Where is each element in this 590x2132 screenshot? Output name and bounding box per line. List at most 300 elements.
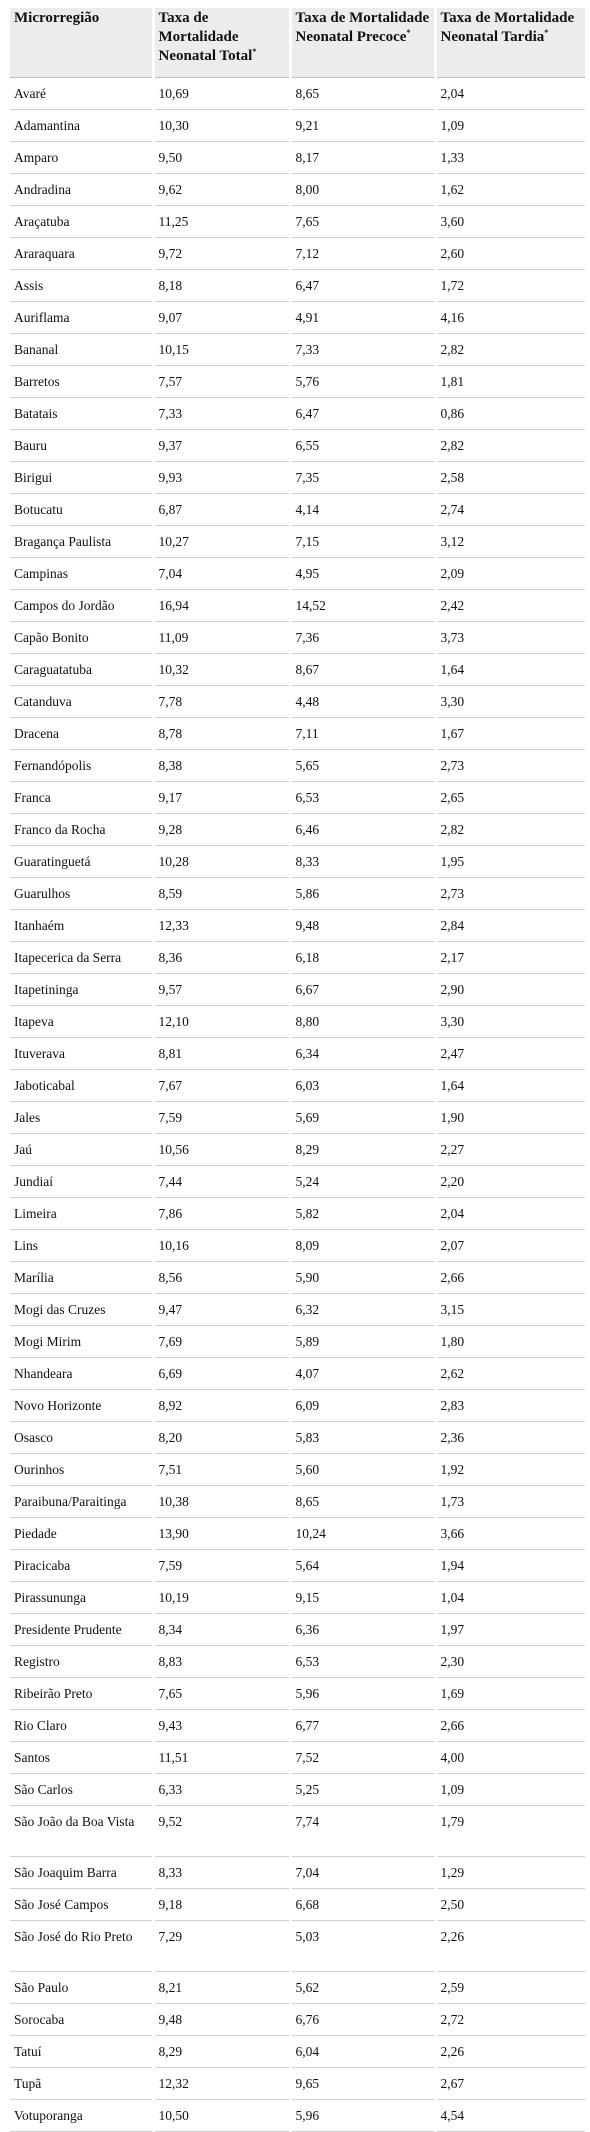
cell-microrregiao: Itapetininga xyxy=(10,974,153,1006)
table-row xyxy=(10,814,585,846)
cell-neonatal-precoce: 5,86 xyxy=(290,878,435,910)
cell-neonatal-total: 8,20 xyxy=(153,1422,290,1454)
cell-neonatal-total: 7,86 xyxy=(153,1198,290,1230)
cell-neonatal-total: 10,16 xyxy=(153,1230,290,1262)
table-row xyxy=(10,1070,585,1102)
cell-neonatal-total: 7,44 xyxy=(153,1166,290,1198)
cell-neonatal-total: 7,65 xyxy=(153,1678,290,1710)
table-row xyxy=(10,1198,585,1230)
cell-microrregiao: Ribeirão Preto xyxy=(10,1678,153,1710)
cell-microrregiao: Limeira xyxy=(10,1198,153,1230)
cell-neonatal-total: 9,50 xyxy=(153,142,290,174)
cell-neonatal-tardia: 2,73 xyxy=(435,750,585,782)
cell-neonatal-precoce: 6,76 xyxy=(290,2004,435,2036)
cell-neonatal-total: 8,59 xyxy=(153,878,290,910)
table-row xyxy=(10,942,585,974)
table-row xyxy=(10,1454,585,1486)
cell-neonatal-tardia: 1,33 xyxy=(435,142,585,174)
cell-microrregiao: Mogi das Cruzes xyxy=(10,1294,153,1326)
cell-neonatal-tardia: 2,42 xyxy=(435,590,585,622)
cell-microrregiao: Jaú xyxy=(10,1134,153,1166)
cell-neonatal-tardia: 2,58 xyxy=(435,462,585,494)
cell-neonatal-total: 10,19 xyxy=(153,1582,290,1614)
cell-microrregiao: Andradina xyxy=(10,174,153,206)
table-row xyxy=(10,1921,585,1972)
cell-neonatal-precoce: 6,46 xyxy=(290,814,435,846)
cell-microrregiao: Franco da Rocha xyxy=(10,814,153,846)
cell-neonatal-total: 6,87 xyxy=(153,494,290,526)
cell-neonatal-tardia: 2,84 xyxy=(435,910,585,942)
cell-neonatal-tardia: 3,12 xyxy=(435,526,585,558)
table-row xyxy=(10,1972,585,2004)
cell-microrregiao: Jaboticabal xyxy=(10,1070,153,1102)
cell-neonatal-tardia: 2,59 xyxy=(435,1972,585,2004)
cell-neonatal-total: 10,30 xyxy=(153,110,290,142)
cell-microrregiao: Dracena xyxy=(10,718,153,750)
cell-neonatal-tardia: 1,09 xyxy=(435,1774,585,1806)
cell-microrregiao: Birigui xyxy=(10,462,153,494)
cell-neonatal-tardia: 1,95 xyxy=(435,846,585,878)
cell-neonatal-tardia: 3,30 xyxy=(435,686,585,718)
table-row xyxy=(10,2036,585,2068)
header-row xyxy=(10,8,585,78)
cell-neonatal-precoce: 4,95 xyxy=(290,558,435,590)
cell-neonatal-tardia: 2,20 xyxy=(435,1166,585,1198)
cell-neonatal-precoce: 4,07 xyxy=(290,1358,435,1390)
cell-microrregiao: Guarulhos xyxy=(10,878,153,910)
cell-microrregiao: Catanduva xyxy=(10,686,153,718)
cell-neonatal-total: 6,33 xyxy=(153,1774,290,1806)
cell-neonatal-tardia: 1,97 xyxy=(435,1614,585,1646)
cell-neonatal-precoce: 6,03 xyxy=(290,1070,435,1102)
header-neonatal-total xyxy=(153,8,290,78)
cell-neonatal-total: 13,90 xyxy=(153,1518,290,1550)
cell-neonatal-tardia: 2,66 xyxy=(435,1262,585,1294)
cell-neonatal-tardia: 2,82 xyxy=(435,334,585,366)
cell-neonatal-tardia: 4,16 xyxy=(435,302,585,334)
cell-neonatal-precoce: 8,33 xyxy=(290,846,435,878)
table-row xyxy=(10,1326,585,1358)
table-row xyxy=(10,270,585,302)
cell-neonatal-precoce: 6,34 xyxy=(290,1038,435,1070)
cell-neonatal-total: 8,21 xyxy=(153,1972,290,2004)
table-row xyxy=(10,782,585,814)
cell-microrregiao: Tatuí xyxy=(10,2036,153,2068)
cell-neonatal-total: 8,92 xyxy=(153,1390,290,1422)
cell-microrregiao: Pirassununga xyxy=(10,1582,153,1614)
cell-neonatal-tardia: 1,72 xyxy=(435,270,585,302)
cell-neonatal-precoce: 7,35 xyxy=(290,462,435,494)
cell-neonatal-tardia: 1,09 xyxy=(435,110,585,142)
cell-microrregiao: Amparo xyxy=(10,142,153,174)
cell-neonatal-total: 9,93 xyxy=(153,462,290,494)
cell-neonatal-tardia: 2,04 xyxy=(435,1198,585,1230)
cell-neonatal-precoce: 5,82 xyxy=(290,1198,435,1230)
footnote-marker: * xyxy=(252,47,257,56)
cell-microrregiao: Santos xyxy=(10,1742,153,1774)
cell-neonatal-precoce: 6,36 xyxy=(290,1614,435,1646)
cell-neonatal-tardia: 2,66 xyxy=(435,1710,585,1742)
table-row xyxy=(10,206,585,238)
table-row xyxy=(10,1774,585,1806)
cell-microrregiao: Rio Claro xyxy=(10,1710,153,1742)
cell-neonatal-total: 8,81 xyxy=(153,1038,290,1070)
cell-neonatal-total: 7,57 xyxy=(153,366,290,398)
cell-neonatal-precoce: 8,80 xyxy=(290,1006,435,1038)
table-row xyxy=(10,1710,585,1742)
cell-microrregiao: Adamantina xyxy=(10,110,153,142)
table-row xyxy=(10,878,585,910)
table-row xyxy=(10,430,585,462)
table-row xyxy=(10,1294,585,1326)
footnote-marker: * xyxy=(544,28,549,37)
cell-neonatal-precoce: 5,83 xyxy=(290,1422,435,1454)
cell-neonatal-total: 8,33 xyxy=(153,1857,290,1889)
cell-neonatal-tardia: 2,30 xyxy=(435,1646,585,1678)
cell-neonatal-precoce: 5,96 xyxy=(290,2100,435,2132)
cell-neonatal-precoce: 7,36 xyxy=(290,622,435,654)
cell-neonatal-total: 8,29 xyxy=(153,2036,290,2068)
cell-neonatal-tardia: 2,47 xyxy=(435,1038,585,1070)
cell-neonatal-precoce: 8,65 xyxy=(290,1486,435,1518)
cell-neonatal-precoce: 6,04 xyxy=(290,2036,435,2068)
cell-neonatal-precoce: 6,53 xyxy=(290,782,435,814)
cell-neonatal-total: 9,52 xyxy=(153,1806,290,1857)
cell-neonatal-tardia: 2,62 xyxy=(435,1358,585,1390)
cell-microrregiao: Assis xyxy=(10,270,153,302)
cell-neonatal-precoce: 6,53 xyxy=(290,1646,435,1678)
cell-neonatal-tardia: 2,72 xyxy=(435,2004,585,2036)
cell-neonatal-tardia: 2,27 xyxy=(435,1134,585,1166)
cell-neonatal-total: 10,27 xyxy=(153,526,290,558)
cell-microrregiao: Jundiaí xyxy=(10,1166,153,1198)
cell-neonatal-precoce: 6,68 xyxy=(290,1889,435,1921)
cell-neonatal-precoce: 7,12 xyxy=(290,238,435,270)
table-row xyxy=(10,142,585,174)
header-label: Taxa de Mortalidade Neonatal Precoce xyxy=(295,10,430,45)
cell-neonatal-precoce: 9,65 xyxy=(290,2068,435,2100)
cell-neonatal-total: 9,57 xyxy=(153,974,290,1006)
cell-microrregiao: Ituverava xyxy=(10,1038,153,1070)
table-row xyxy=(10,1889,585,1921)
table-row xyxy=(10,526,585,558)
cell-neonatal-tardia: 2,26 xyxy=(435,2036,585,2068)
cell-microrregiao: Piedade xyxy=(10,1518,153,1550)
cell-neonatal-precoce: 5,03 xyxy=(290,1921,435,1972)
cell-neonatal-precoce: 9,21 xyxy=(290,110,435,142)
cell-neonatal-tardia: 2,60 xyxy=(435,238,585,270)
cell-neonatal-tardia: 1,69 xyxy=(435,1678,585,1710)
cell-microrregiao: Marília xyxy=(10,1262,153,1294)
cell-microrregiao: Tupã xyxy=(10,2068,153,2100)
cell-neonatal-total: 7,67 xyxy=(153,1070,290,1102)
cell-neonatal-tardia: 1,67 xyxy=(435,718,585,750)
cell-neonatal-total: 11,25 xyxy=(153,206,290,238)
table-row xyxy=(10,1678,585,1710)
header-neonatal-tardia xyxy=(435,8,585,78)
cell-microrregiao: Campos do Jordão xyxy=(10,590,153,622)
footnote-marker: * xyxy=(406,28,411,37)
cell-neonatal-tardia: 2,65 xyxy=(435,782,585,814)
cell-neonatal-precoce: 5,62 xyxy=(290,1972,435,2004)
cell-neonatal-tardia: 2,90 xyxy=(435,974,585,1006)
cell-neonatal-total: 8,34 xyxy=(153,1614,290,1646)
cell-neonatal-precoce: 5,65 xyxy=(290,750,435,782)
cell-microrregiao: Mogi Mirim xyxy=(10,1326,153,1358)
cell-neonatal-precoce: 6,32 xyxy=(290,1294,435,1326)
cell-neonatal-tardia: 2,74 xyxy=(435,494,585,526)
cell-neonatal-total: 7,69 xyxy=(153,1326,290,1358)
table-row xyxy=(10,366,585,398)
cell-neonatal-total: 10,69 xyxy=(153,78,290,110)
cell-neonatal-precoce: 8,29 xyxy=(290,1134,435,1166)
cell-neonatal-precoce: 9,48 xyxy=(290,910,435,942)
cell-neonatal-tardia: 1,80 xyxy=(435,1326,585,1358)
cell-microrregiao: São Joaquim Barra xyxy=(10,1857,153,1889)
header-label: Taxa de Mortalidade Neonatal Tardia xyxy=(440,10,575,45)
cell-neonatal-tardia: 1,04 xyxy=(435,1582,585,1614)
cell-neonatal-total: 9,37 xyxy=(153,430,290,462)
cell-microrregiao: São Paulo xyxy=(10,1972,153,2004)
cell-neonatal-total: 12,33 xyxy=(153,910,290,942)
cell-neonatal-total: 7,29 xyxy=(153,1921,290,1972)
table-row xyxy=(10,622,585,654)
cell-neonatal-total: 9,07 xyxy=(153,302,290,334)
header-label: Microrregião xyxy=(14,10,100,26)
cell-neonatal-tardia: 3,66 xyxy=(435,1518,585,1550)
cell-microrregiao: Sorocaba xyxy=(10,2004,153,2036)
table-body xyxy=(10,78,585,2132)
cell-neonatal-total: 11,51 xyxy=(153,1742,290,1774)
cell-microrregiao: Avaré xyxy=(10,78,153,110)
table-row xyxy=(10,2068,585,2100)
cell-neonatal-total: 7,59 xyxy=(153,1550,290,1582)
cell-neonatal-total: 8,18 xyxy=(153,270,290,302)
table-row xyxy=(10,1614,585,1646)
cell-neonatal-precoce: 5,90 xyxy=(290,1262,435,1294)
cell-microrregiao: Ourinhos xyxy=(10,1454,153,1486)
cell-neonatal-total: 8,78 xyxy=(153,718,290,750)
table-row xyxy=(10,1582,585,1614)
cell-neonatal-total: 9,18 xyxy=(153,1889,290,1921)
cell-neonatal-precoce: 5,69 xyxy=(290,1102,435,1134)
cell-neonatal-tardia: 1,79 xyxy=(435,1806,585,1857)
cell-neonatal-tardia: 3,73 xyxy=(435,622,585,654)
cell-neonatal-precoce: 5,24 xyxy=(290,1166,435,1198)
cell-microrregiao: Caraguatatuba xyxy=(10,654,153,686)
cell-neonatal-precoce: 7,04 xyxy=(290,1857,435,1889)
cell-microrregiao: Presidente Prudente xyxy=(10,1614,153,1646)
cell-neonatal-total: 8,38 xyxy=(153,750,290,782)
cell-microrregiao: São José do Rio Preto xyxy=(10,1921,153,1972)
cell-neonatal-precoce: 7,65 xyxy=(290,206,435,238)
table-row xyxy=(10,174,585,206)
cell-neonatal-total: 7,33 xyxy=(153,398,290,430)
table-row xyxy=(10,494,585,526)
table-row xyxy=(10,558,585,590)
cell-microrregiao: Lins xyxy=(10,1230,153,1262)
cell-microrregiao: Araraquara xyxy=(10,238,153,270)
table-row xyxy=(10,2004,585,2036)
cell-neonatal-tardia: 0,86 xyxy=(435,398,585,430)
cell-neonatal-total: 8,83 xyxy=(153,1646,290,1678)
cell-neonatal-total: 10,56 xyxy=(153,1134,290,1166)
cell-microrregiao: Paraibuna/Paraitinga xyxy=(10,1486,153,1518)
cell-microrregiao: Bragança Paulista xyxy=(10,526,153,558)
cell-neonatal-tardia: 4,54 xyxy=(435,2100,585,2132)
cell-microrregiao: Campinas xyxy=(10,558,153,590)
cell-neonatal-total: 10,32 xyxy=(153,654,290,686)
cell-neonatal-precoce: 5,89 xyxy=(290,1326,435,1358)
header-label: Taxa de Mortalidade Neonatal Total xyxy=(158,10,253,64)
table-row xyxy=(10,1262,585,1294)
cell-microrregiao: São José Campos xyxy=(10,1889,153,1921)
cell-microrregiao: Itapeva xyxy=(10,1006,153,1038)
cell-neonatal-total: 11,09 xyxy=(153,622,290,654)
table-row xyxy=(10,462,585,494)
cell-neonatal-total: 10,28 xyxy=(153,846,290,878)
cell-neonatal-precoce: 8,67 xyxy=(290,654,435,686)
table-row xyxy=(10,718,585,750)
cell-neonatal-total: 10,50 xyxy=(153,2100,290,2132)
cell-neonatal-tardia: 2,07 xyxy=(435,1230,585,1262)
table-row xyxy=(10,78,585,110)
cell-microrregiao: Piracicaba xyxy=(10,1550,153,1582)
cell-neonatal-tardia: 2,83 xyxy=(435,1390,585,1422)
cell-neonatal-precoce: 4,91 xyxy=(290,302,435,334)
cell-neonatal-precoce: 8,00 xyxy=(290,174,435,206)
table-row xyxy=(10,1166,585,1198)
cell-microrregiao: São João da Boa Vista xyxy=(10,1806,153,1857)
cell-microrregiao: Votuporanga xyxy=(10,2100,153,2132)
cell-microrregiao: Araçatuba xyxy=(10,206,153,238)
cell-neonatal-precoce: 5,76 xyxy=(290,366,435,398)
cell-neonatal-total: 7,51 xyxy=(153,1454,290,1486)
cell-neonatal-total: 10,15 xyxy=(153,334,290,366)
cell-neonatal-tardia: 1,73 xyxy=(435,1486,585,1518)
cell-neonatal-tardia: 2,17 xyxy=(435,942,585,974)
cell-neonatal-precoce: 6,18 xyxy=(290,942,435,974)
cell-neonatal-precoce: 6,09 xyxy=(290,1390,435,1422)
cell-neonatal-precoce: 5,96 xyxy=(290,1678,435,1710)
cell-neonatal-total: 9,72 xyxy=(153,238,290,270)
cell-neonatal-precoce: 8,17 xyxy=(290,142,435,174)
cell-neonatal-tardia: 2,82 xyxy=(435,430,585,462)
table-row xyxy=(10,398,585,430)
cell-neonatal-total: 9,47 xyxy=(153,1294,290,1326)
table-row xyxy=(10,1006,585,1038)
cell-neonatal-tardia: 1,62 xyxy=(435,174,585,206)
cell-neonatal-precoce: 7,33 xyxy=(290,334,435,366)
cell-neonatal-precoce: 7,52 xyxy=(290,1742,435,1774)
table-row xyxy=(10,1550,585,1582)
cell-neonatal-precoce: 6,67 xyxy=(290,974,435,1006)
mortality-table xyxy=(10,8,585,2132)
cell-neonatal-tardia: 1,29 xyxy=(435,1857,585,1889)
cell-microrregiao: Auriflama xyxy=(10,302,153,334)
header-neonatal-precoce xyxy=(290,8,435,78)
table-row xyxy=(10,2100,585,2132)
table-row xyxy=(10,910,585,942)
table-row xyxy=(10,1742,585,1774)
table-row xyxy=(10,1646,585,1678)
cell-neonatal-tardia: 1,92 xyxy=(435,1454,585,1486)
cell-neonatal-tardia: 1,64 xyxy=(435,654,585,686)
cell-neonatal-total: 9,62 xyxy=(153,174,290,206)
cell-neonatal-tardia: 3,30 xyxy=(435,1006,585,1038)
cell-neonatal-total: 12,32 xyxy=(153,2068,290,2100)
cell-neonatal-total: 7,04 xyxy=(153,558,290,590)
cell-neonatal-tardia: 2,09 xyxy=(435,558,585,590)
cell-neonatal-tardia: 4,00 xyxy=(435,1742,585,1774)
table-row xyxy=(10,238,585,270)
cell-microrregiao: Guaratinguetá xyxy=(10,846,153,878)
cell-microrregiao: Itapecerica da Serra xyxy=(10,942,153,974)
cell-neonatal-precoce: 5,60 xyxy=(290,1454,435,1486)
table-row xyxy=(10,654,585,686)
cell-neonatal-precoce: 7,74 xyxy=(290,1806,435,1857)
cell-neonatal-total: 9,17 xyxy=(153,782,290,814)
cell-microrregiao: Jales xyxy=(10,1102,153,1134)
table-row xyxy=(10,1518,585,1550)
table-row xyxy=(10,1134,585,1166)
cell-microrregiao: Botucatu xyxy=(10,494,153,526)
cell-neonatal-precoce: 14,52 xyxy=(290,590,435,622)
cell-neonatal-precoce: 6,77 xyxy=(290,1710,435,1742)
cell-microrregiao: Bananal xyxy=(10,334,153,366)
table-header xyxy=(10,8,585,78)
cell-neonatal-precoce: 9,15 xyxy=(290,1582,435,1614)
cell-neonatal-precoce: 6,47 xyxy=(290,398,435,430)
table-row xyxy=(10,750,585,782)
table-row xyxy=(10,302,585,334)
cell-neonatal-tardia: 2,82 xyxy=(435,814,585,846)
table-row xyxy=(10,110,585,142)
table-row xyxy=(10,686,585,718)
cell-neonatal-total: 16,94 xyxy=(153,590,290,622)
cell-neonatal-tardia: 3,15 xyxy=(435,1294,585,1326)
cell-neonatal-precoce: 5,25 xyxy=(290,1774,435,1806)
table-row xyxy=(10,974,585,1006)
cell-microrregiao: Franca xyxy=(10,782,153,814)
cell-neonatal-tardia: 2,73 xyxy=(435,878,585,910)
cell-neonatal-precoce: 7,15 xyxy=(290,526,435,558)
cell-neonatal-total: 10,38 xyxy=(153,1486,290,1518)
cell-neonatal-total: 7,78 xyxy=(153,686,290,718)
cell-neonatal-tardia: 2,26 xyxy=(435,1921,585,1972)
cell-microrregiao: Registro xyxy=(10,1646,153,1678)
table-row xyxy=(10,1230,585,1262)
cell-neonatal-tardia: 2,67 xyxy=(435,2068,585,2100)
cell-neonatal-tardia: 2,36 xyxy=(435,1422,585,1454)
cell-neonatal-tardia: 1,81 xyxy=(435,366,585,398)
table-row xyxy=(10,1422,585,1454)
cell-neonatal-precoce: 6,47 xyxy=(290,270,435,302)
table-row xyxy=(10,1806,585,1857)
table-row xyxy=(10,1486,585,1518)
cell-neonatal-precoce: 8,09 xyxy=(290,1230,435,1262)
cell-neonatal-tardia: 1,94 xyxy=(435,1550,585,1582)
cell-neonatal-total: 9,43 xyxy=(153,1710,290,1742)
cell-microrregiao: Bauru xyxy=(10,430,153,462)
cell-neonatal-tardia: 1,64 xyxy=(435,1070,585,1102)
cell-microrregiao: Barretos xyxy=(10,366,153,398)
cell-neonatal-precoce: 6,55 xyxy=(290,430,435,462)
table-row xyxy=(10,1857,585,1889)
table-row xyxy=(10,846,585,878)
cell-neonatal-total: 8,56 xyxy=(153,1262,290,1294)
table-row xyxy=(10,590,585,622)
